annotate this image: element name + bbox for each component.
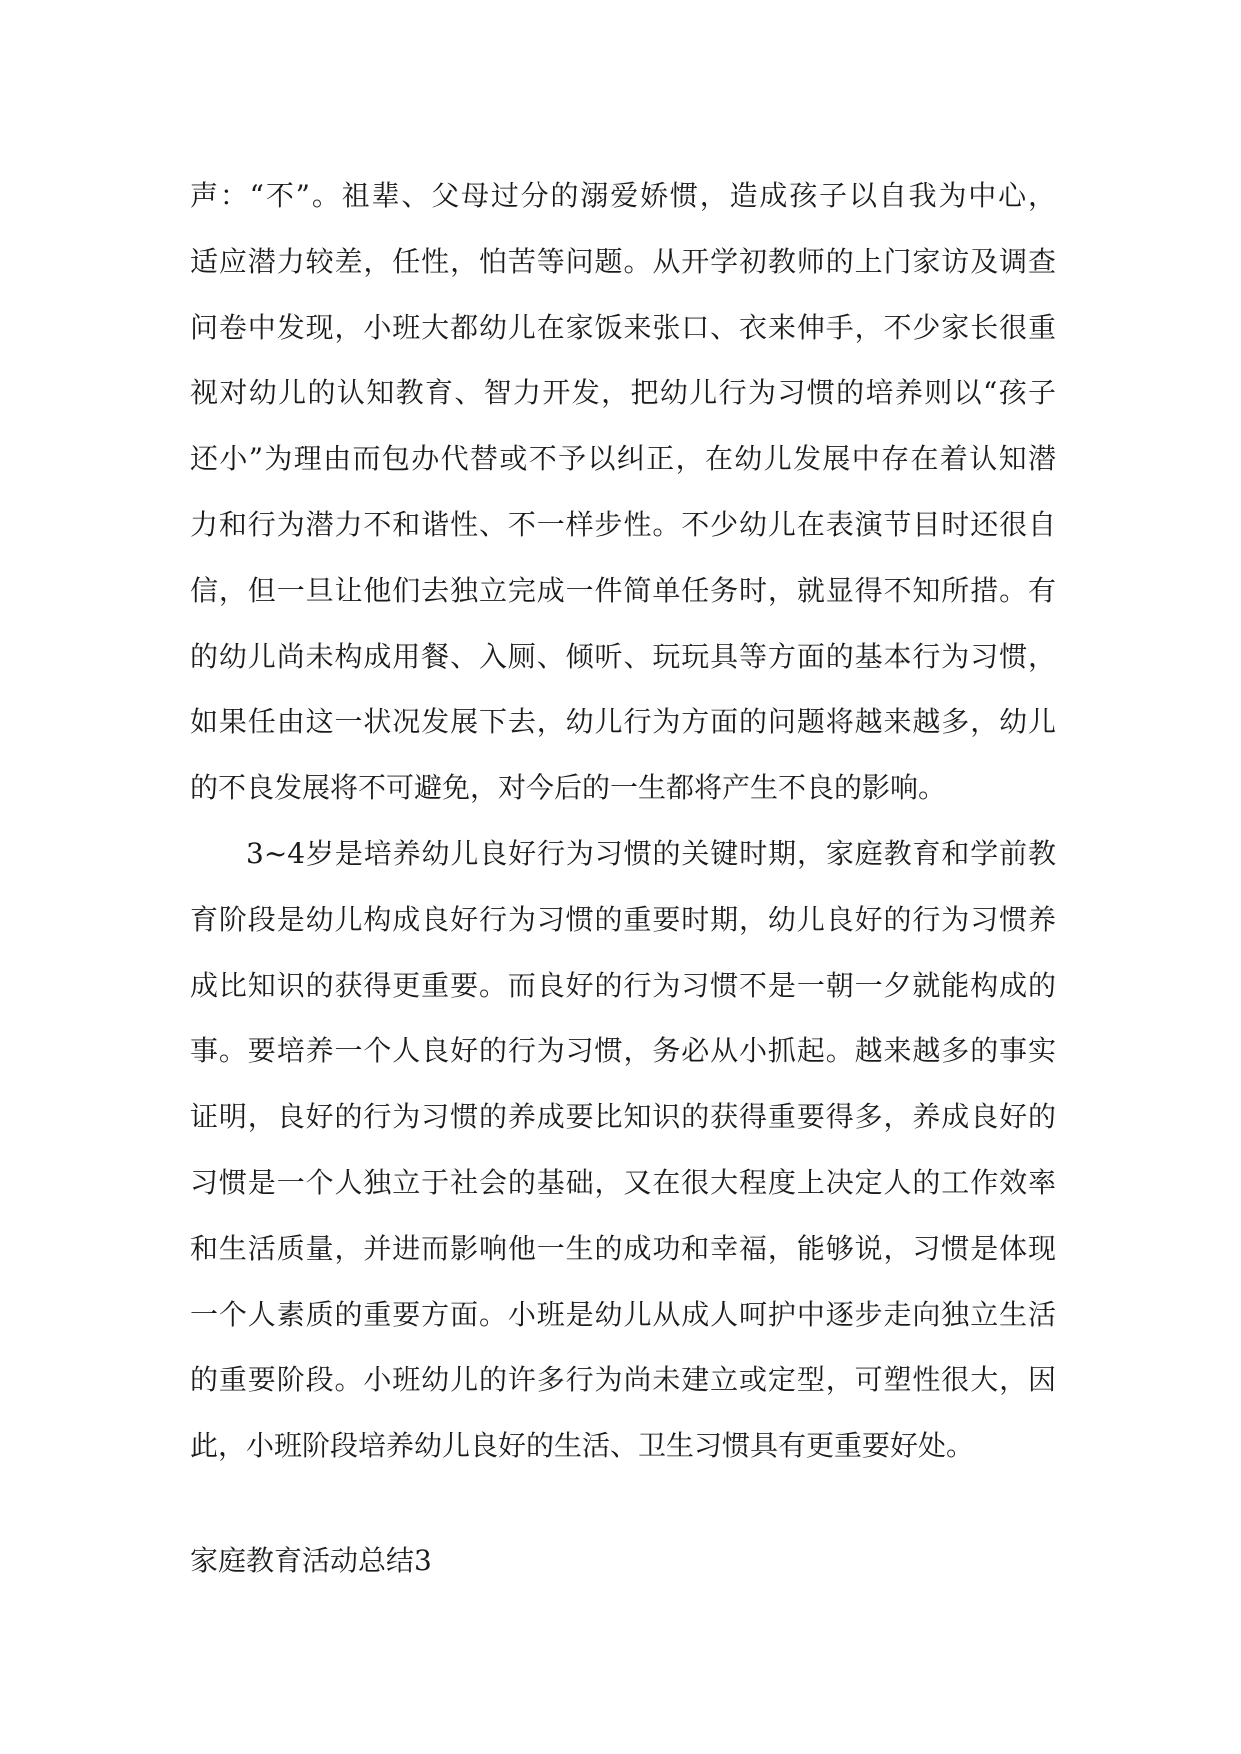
text-line: 声：“不”。祖辈、父母过分的溺爱娇惯，造成孩子以自我为中心， (190, 179, 1056, 212)
text-line: 的幼儿尚未构成用餐、入厕、倾听、玩玩具等方面的基本行为习惯， (190, 639, 1056, 673)
paragraph-2 (190, 821, 1056, 1479)
text-line: 的重要阶段。小班幼儿的许多行为尚未建立或定型，可塑性很大，因 (190, 1363, 1056, 1397)
text-line: 3~4岁是培养幼儿良好行为习惯的关键时期，家庭教育和学前教 (246, 836, 1056, 870)
text-line: 事。要培养一个人良好的行为习惯，务必从小抓起。越来越多的事实 (190, 1034, 1056, 1068)
section-title: 家庭教育活动总结3 (190, 1544, 432, 1577)
text-line: 一个人素质的重要方面。小班是幼儿从成人呵护中逐步走向独立生活 (190, 1297, 1056, 1331)
text-line: 习惯是一个人独立于社会的基础，又在很大程度上决定人的工作效率 (190, 1165, 1056, 1199)
text-line: 证明，良好的行为习惯的养成要比知识的获得重要得多，养成良好的 (190, 1100, 1056, 1134)
paragraph-1 (190, 163, 1056, 821)
text-line: 适应潜力较差，任性，怕苦等问题。从开学初教师的上门家访及调查 (190, 244, 1056, 278)
text-line: 育阶段是幼儿构成良好行为习惯的重要时期，幼儿良好的行为习惯养 (190, 902, 1056, 936)
text-line: 成比知识的获得更重要。而良好的行为习惯不是一朝一夕就能构成的 (190, 968, 1056, 1002)
text-line: 如果任由这一状况发展下去，幼儿行为方面的问题将越来越多，幼儿 (190, 705, 1056, 739)
text-line: 还小”为理由而包办代替或不予以纠正，在幼儿发展中存在着认知潜 (190, 442, 1056, 476)
text-line: 信，但一旦让他们去独立完成一件简单任务时，就显得不知所措。有 (190, 573, 1056, 607)
text-line: 力和行为潜力不和谐性、不一样步性。不少幼儿在表演节目时还很自 (190, 507, 1056, 541)
text-line: 的不良发展将不可避免，对今后的一生都将产生不良的影响。 (190, 771, 947, 805)
document-body (190, 163, 1056, 1479)
text-line: 视对幼儿的认知教育、智力开发，把幼儿行为习惯的培养则以“孩子 (190, 376, 1056, 410)
text-line: 和生活质量，并进而影响他一生的成功和幸福，能够说，习惯是体现 (190, 1231, 1056, 1265)
text-line: 此，小班阶段培养幼儿良好的生活、卫生习惯具有更重要好处。 (190, 1429, 975, 1463)
text-line: 问卷中发现，小班大都幼儿在家饭来张口、衣来伸手，不少家长很重 (190, 310, 1056, 344)
